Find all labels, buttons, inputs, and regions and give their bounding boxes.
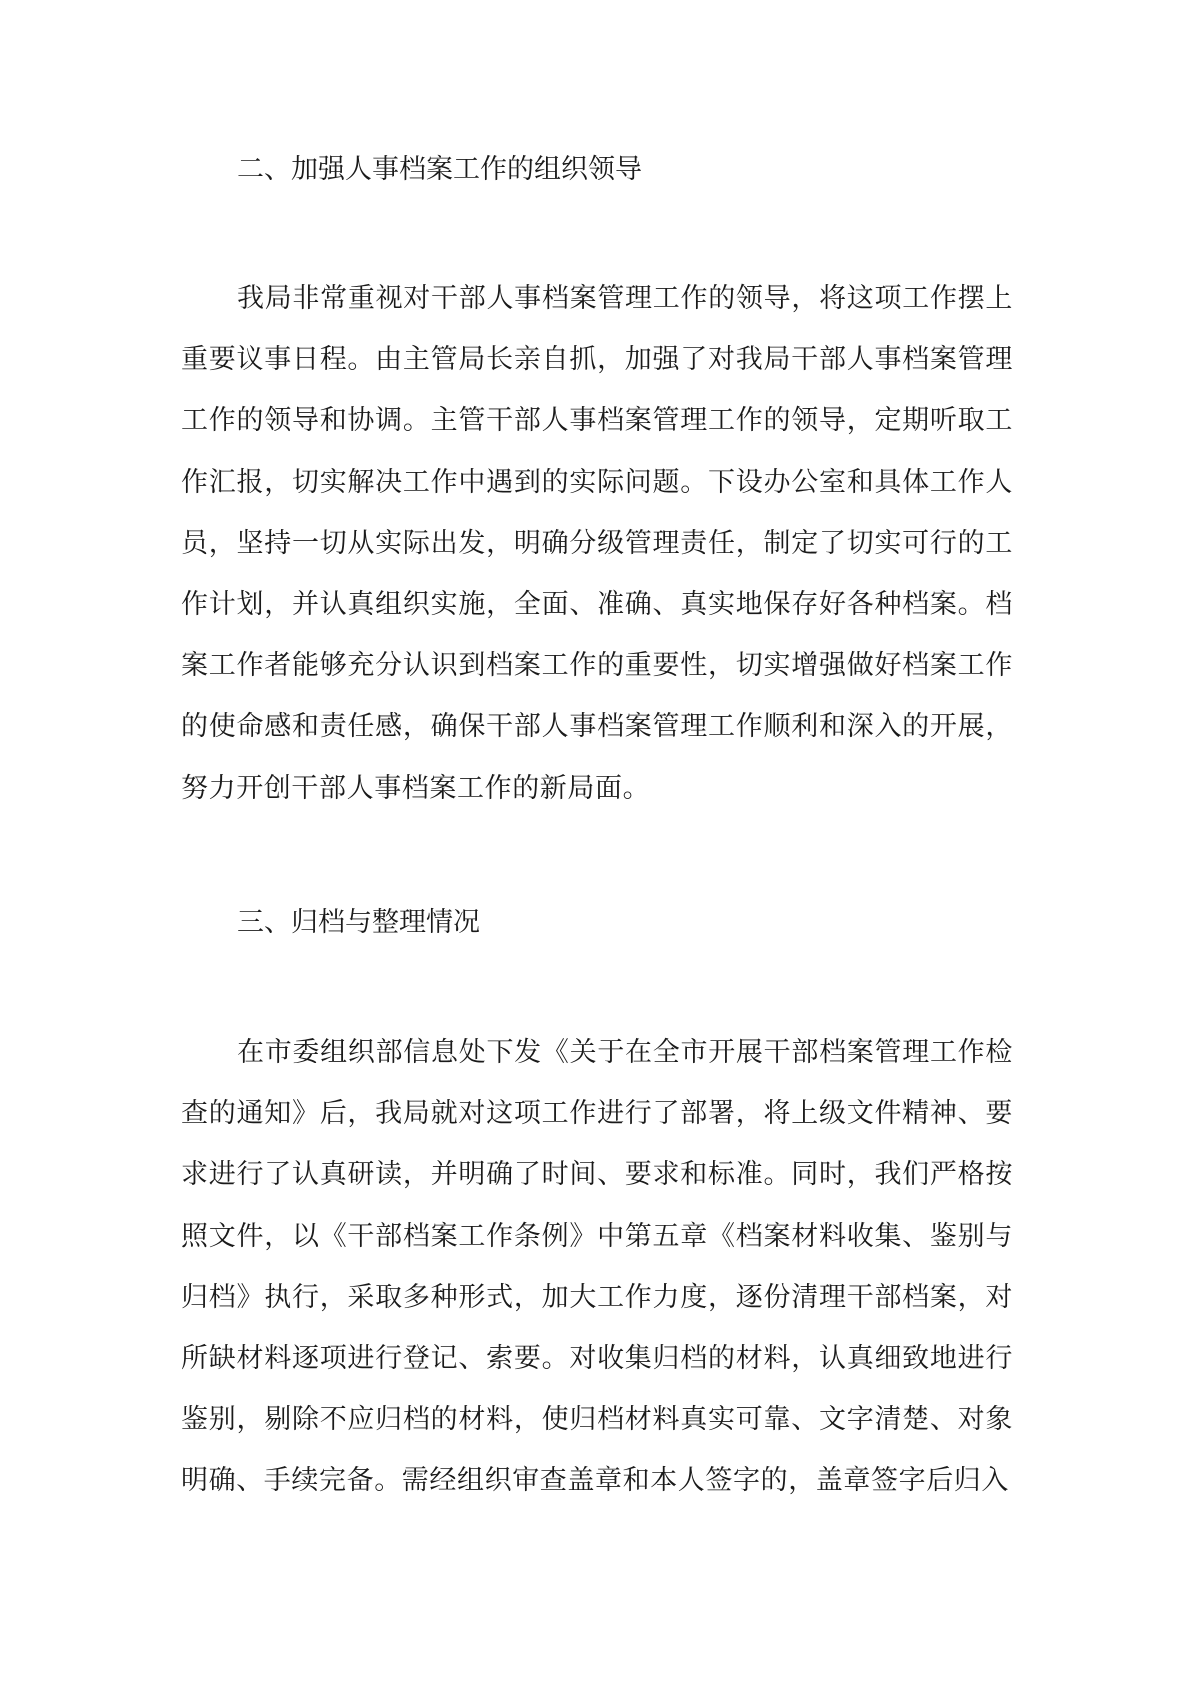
section-heading-filing-organizing: 三、归档与整理情况 bbox=[237, 907, 480, 938]
section-heading-organization-leadership: 二、加强人事档案工作的组织领导 bbox=[237, 154, 642, 185]
section-paragraph-filing-organizing: 在市委组织部信息处下发《关于在全市开展干部档案管理工作检查的通知》后，我局就对这项工作进行了部署，将上级文件精神、要求进行了认真研读，并明确了时间、要求和标准。同时，我们严格按照文件，以《干部档案工作条例》中第五章《档案材料收集、鉴别与归档》执行，采取多种形式，加大工作力度，逐份清理干部档案，对所缺材料逐项进行登记、索要。对收集归档的材料，认真细致地进行鉴别，剔除不应归档的材料，使归档材料真实可靠、文字清楚、对象明确、手续完备。需经组织审查盖章和本人签字的，盖章签字后归入 bbox=[181, 1037, 1013, 1497]
section-paragraph-organization-leadership: 我局非常重视对干部人事档案管理工作的领导，将这项工作摆上重要议事日程。由主管局长亲自抓，加强了对我局干部人事档案管理工作的领导和协调。主管干部人事档案管理工作的领导，定期听取工作汇报，切实解决工作中遇到的实际问题。下设办公室和具体工作人员，坚持一切从实际出发，明确分级管理责任，制定了切实可行的工作计划，并认真组织实施，全面、准确、真实地保存好各种档案。档案工作者能够充分认识到档案工作的重要性，切实增强做好档案工作的使命感和责任感，确保干部人事档案管理工作顺利和深入的开展，努力开创干部人事档案工作的新局面。 bbox=[181, 283, 1013, 804]
